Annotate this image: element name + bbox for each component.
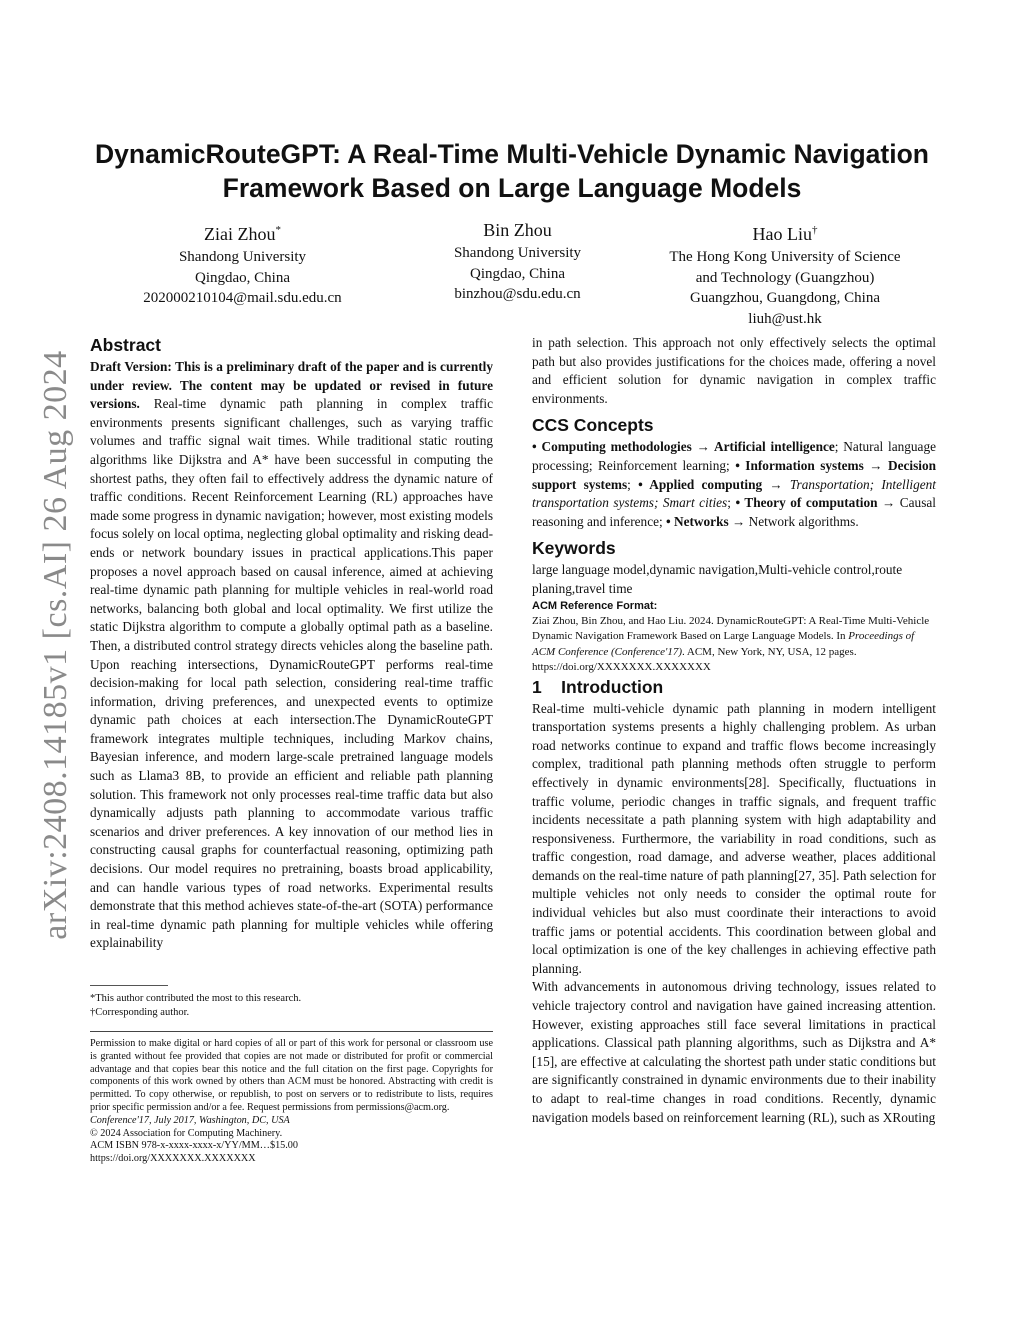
author-name: Hao Liu† (752, 224, 818, 244)
abstract-body: Real-time dynamic path planning in complex traffic environments presents significant challenges, such as varying traffic volumes and traffic signal wait times. While traditional static routing algorithms like Dijkstra and A* have been successful in computing the shortest paths, they often fail to effectively address the dynamic nature of traffic conditions. Recent Reinforcement Learning (RL) approaches have made some progress in dynamic navigation; however, most existing models focus solely on local optima, neglecting global optimality and risking dead-ends or network boundary issues in practical applications.This paper proposes a novel approach based on causal inference, aimed at achieving real-time dynamic path planning for multiple vehicles in real-world road networks, balancing both global and local optimality. We first utilize the static Dijkstra algorithm to compute a globally optimal path as a baseline. Then, a distributed control strategy directs vehicles along the baseline path. Upon reaching intersections, DynamicRouteGPT performs real-time decision-making for local path selection, considering real-time traffic information, driving preferences, and unexpected events to optimize dynamic path choices at each intersection.The DynamicRouteGPT framework integrates multiple techniques, including Markov chains, Bayesian inference, and modern large-scale pretrained language models such as Llama3 8B, to provide an efficient and reliable path planning solution. This framework not only processes real-time traffic data but also dynamically adjusts path planning to accommodate various traffic scenarios and driver preferences. A key innovation of our method lies in constructing causal graphs for counterfactual reasoning, optimizing path decisions. Our model requires no pretraining, boasts broad applicability, and can handle various types of road networks. Experimental results demonstrate that this method achieves state-of-the-art (SOTA) performance in real-time dynamic path planning for multiple vehicles while offering explainability (90, 396, 493, 951)
author-location: Guangzhou, Guangdong, China (690, 290, 880, 306)
author-location: Qingdao, China (195, 269, 290, 286)
ccs-concepts: • Computing methodologies → Artificial intelligence; Natural language processing; Reinforcement learning; • Information systems → Decision support systems; • Applied computing → Transportation; Intelligent transportation systems; Smart cities; • Theory of computation → Causal reasoning and inference; • Networks → Network algorithms. (532, 439, 936, 529)
arxiv-side-stamp: arXiv:2408.14185v1 [cs.AI] 26 Aug 2024 (37, 350, 74, 940)
footnotes (90, 985, 493, 1019)
draft-note: Draft Version: This is a preliminary draft of the paper and is currently under review. The content may be updated or revised in future versions. (90, 359, 493, 412)
left-column (90, 334, 493, 953)
author-affiliation: Shandong University (453, 245, 582, 261)
right-column (532, 334, 936, 1127)
paper-title: DynamicRouteGPT: A Real-Time Multi-Vehicle Dynamic Navigation Framework Based on Large Language Models (95, 139, 929, 203)
author-name: Ziai Zhou* (204, 224, 281, 244)
copyright-line: © 2024 Association for Computing Machinery. (90, 1127, 283, 1139)
conference-line: Conference'17, July 2017, Washington, DC, USA (90, 1114, 290, 1126)
author-email: 202000210104@mail.sdu.edu.cn (143, 290, 342, 306)
footnote-corresponding: †Corresponding author. (90, 1006, 190, 1018)
isbn-line: ACM ISBN 978-x-xxxx-xxxx-x/YY/MM…$15.00 (90, 1140, 298, 1152)
keywords-text: large language model,dynamic navigation,Multi-vehicle control,route planing,travel time (532, 562, 903, 596)
author-block (125, 218, 360, 309)
keywords-heading: Keywords (532, 538, 616, 559)
abstract-heading: Abstract (90, 335, 161, 355)
introduction-heading: 1 Introduction (532, 676, 664, 697)
author-email: liuh@ust.hk (748, 310, 822, 327)
author-affiliation: The Hong Kong University of Science (669, 249, 901, 265)
introduction-paragraph-2: With advancements in autonomous driving technology, issues related to vehicle trajectory control and navigation have gained increasing attention. However, existing approaches still face several limitations in practical applications. Classical path planning algorithms, such as Dijkstra and A* [15], are effective at calculating the shortest path under static conditions but are significantly constrained in dynamic environments due to their inability to adapt to real-time changes in road conditions. Recently, dynamic navigation models based on reinforcement learning (RL), such as XRouting (532, 979, 936, 1125)
ccs-heading: CCS Concepts (532, 415, 654, 436)
abstract-text (90, 358, 493, 953)
author-block (635, 218, 935, 329)
author-block (400, 218, 635, 305)
author-location: Qingdao, China (470, 265, 565, 282)
author-name: Bin Zhou (483, 220, 552, 240)
author-email: binzhou@sdu.edu.cn (454, 286, 581, 302)
footnote-contribution: *This author contributed the most to this research. (90, 993, 302, 1004)
footnote-divider (90, 985, 168, 986)
author-affiliation: Shandong University (178, 249, 307, 265)
author-affiliation-cont: and Technology (Guangzhou) (695, 269, 875, 286)
doi-line: https://doi.org/XXXXXXX.XXXXXXX (90, 1153, 256, 1165)
permission-divider (90, 1031, 493, 1032)
abstract-continuation: in path selection. This approach not only effectively selects the optimal path but also provides justifications for the choices made, offering a novel and efficient solution for dynamic navigation in complex traffic environments. (532, 335, 936, 406)
permission-text: Permission to make digital or hard copies of all or part of this work for personal or classroom use is granted without fee provided that copies are not made or distributed for profit or commercial advantage and that copies bear this notice and the full citation on the first page. Copyrights for components of this work owned by others than ACM must be honored. Abstracting with credit is permitted. To copy otherwise, or republish, to post on servers or to redistribute to lists, requires prior specific permission and/or a fee. Request permissions from permissions@acm.org. (90, 1038, 493, 1113)
acm-reference-label: ACM Reference Format: (532, 599, 658, 612)
introduction-paragraph-1: Real-time multi-vehicle dynamic path planning in modern intelligent transportation systems presents a highly challenging problem. As urban road networks continue to expand and traffic flows become increasingly complex, traditional path planning methods often struggle to perform effectively in dynamic environments[28]. Specifically, fluctuations in traffic volume, periodic changes in traffic signals, and frequent traffic incidents necessitate a path planning system with high adaptability and responsiveness. Furthermore, the variability in road conditions, such as traffic congestion, road damage, and adverse weather, places additional demands on the real-time nature of path planning[27, 35]. Path selection for multiple vehicles not only needs to consider the optimal route for individual vehicles but also must coordinate their interactions to avoid traffic jams or potential accidents. This coordination between global and local optimization is one of the key challenges in achieving effective path planning. (532, 700, 936, 976)
permission-block (90, 1031, 493, 1166)
acm-reference-text: Ziai Zhou, Bin Zhou, and Hao Liu. 2024. DynamicRouteGPT: A Real-Time Multi-Vehicle Dynamic Navigation Framework Based on Large Language Models. In Proceedings of ACM Conference (Conference'17). ACM, New York, NY, USA, 12 pages. https://doi.org/XXXXXXX.XXXXXXX (532, 614, 930, 674)
